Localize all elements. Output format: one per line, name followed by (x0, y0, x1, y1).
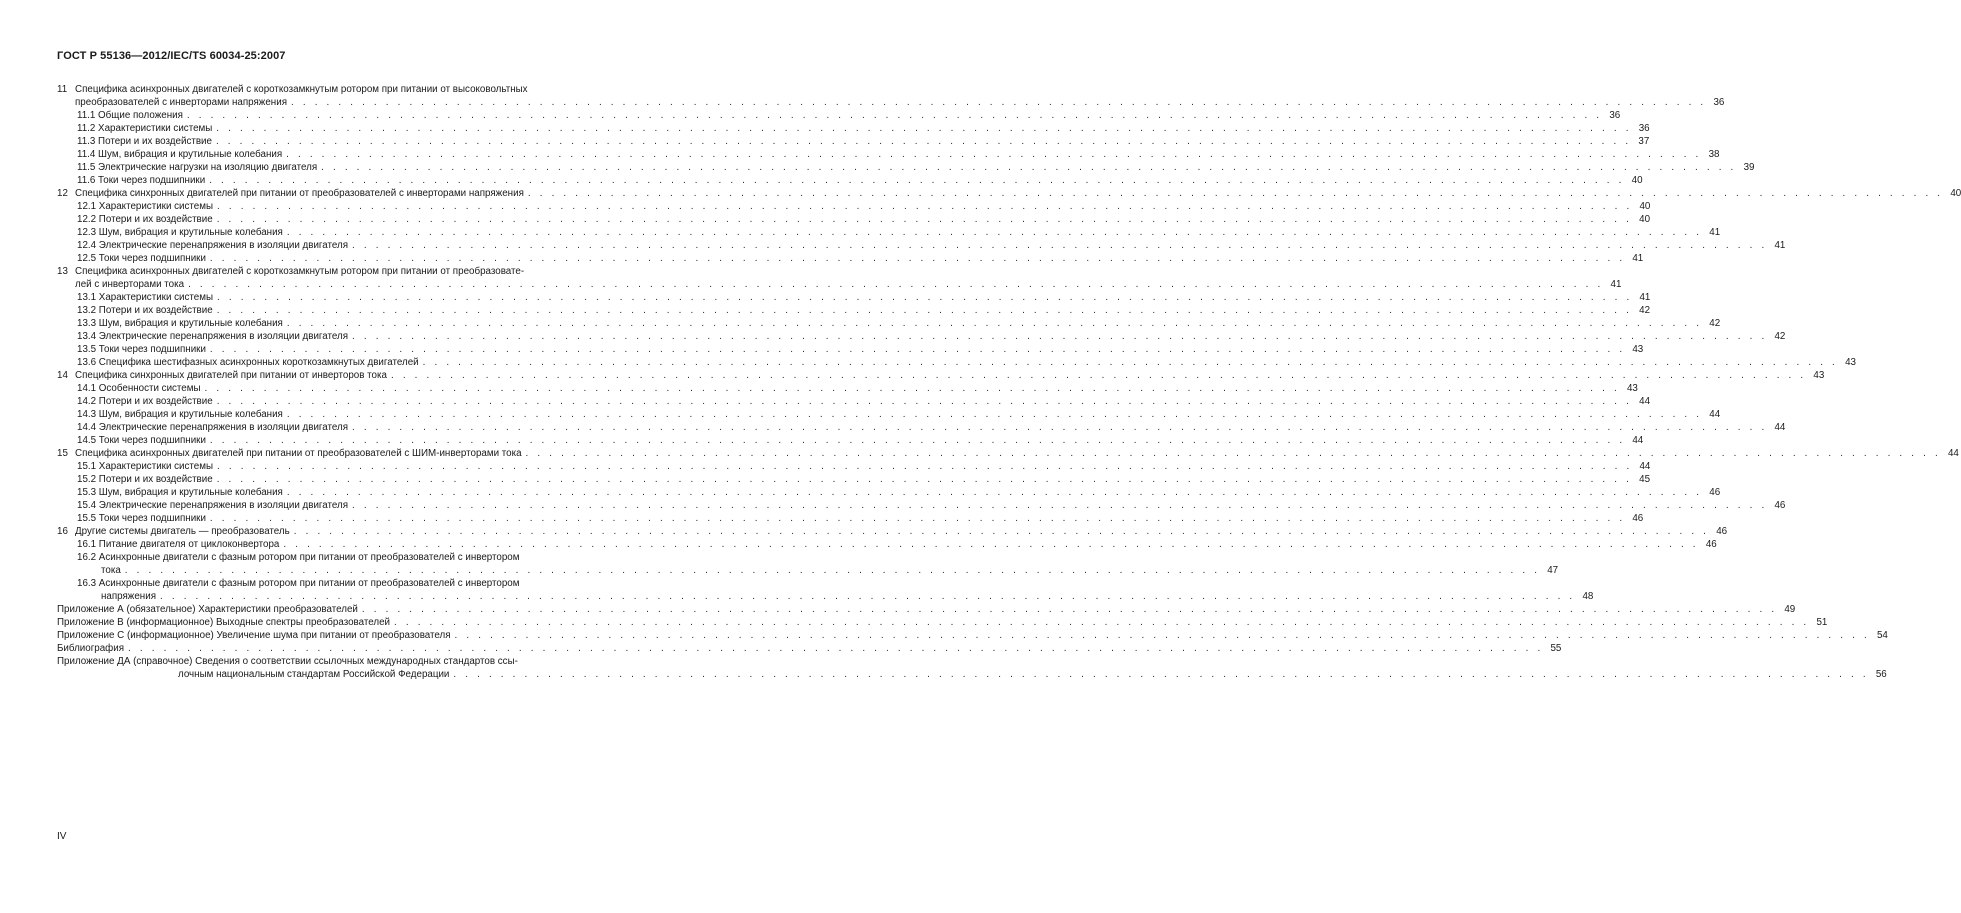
toc-entry[interactable] (57, 239, 1786, 252)
toc-entry-page: 42 (1709, 318, 1721, 329)
toc-entry[interactable] (57, 291, 1651, 304)
toc-entry-title: 16.1 Питание двигателя от циклоконвертора (77, 539, 280, 550)
toc-entry-title: 12.5 Токи через подшипники (77, 253, 206, 264)
toc-entry[interactable] (57, 122, 1650, 135)
toc-entry-title: лочным национальным стандартам Российской Федерации (178, 669, 450, 680)
toc-entry-page: 46 (1716, 526, 1728, 537)
toc-dot-leader: . . . . . . . . . . . . . . . . . . . . . . . . . . . . . . . . . . . . . . . . . . . . . . . . . . . . . . . . . . . . . . . . . . . . . . . . . . . . . . . . . . . . . . . . . . . . . . . . . . . . . . . . . . . . . . . . . . . . . . . . (390, 370, 1807, 381)
toc-entry[interactable] (57, 408, 1721, 421)
toc-entry[interactable] (57, 330, 1786, 343)
toc-entry-page: 48 (1582, 591, 1594, 602)
toc-entry-page: 39 (1743, 162, 1755, 173)
toc-entry-page: 42 (1639, 305, 1651, 316)
toc-entry[interactable] (57, 83, 595, 96)
toc-entry-title: 15.1 Характеристики системы (77, 461, 214, 472)
toc-entry-page: 46 (1632, 513, 1644, 524)
toc-dot-leader: . . . . . . . . . . . . . . . . . . . . . . . . . . . . . . . . . . . . . . . . . . . . . . . . . . . . . . . . . . . . . . . . . . . . . . . . . . . . . . . . . . . . . . . . . . . . . . . . . . . . . . . . . . . . . . . . . . . . . . . . (124, 565, 1541, 576)
toc-dot-leader: . . . . . . . . . . . . . . . . . . . . . . . . . . . . . . . . . . . . . . . . . . . . . . . . . . . . . . . . . . . . . . . . . . . . . . . . . . . . . . . . . . . . . . . . . . . . . . . . . . . . . . . . . . . . . . . . . . . . . . . . (321, 162, 1737, 173)
toc-entry-title: 12.2 Потери и их воздействие (77, 214, 213, 225)
toc-entry[interactable] (57, 590, 1594, 603)
toc-entry-page: 36 (1638, 123, 1650, 134)
toc-entry[interactable] (57, 226, 1721, 239)
toc-entry-title: 13.3 Шум, вибрация и крутильные колебания (77, 318, 283, 329)
toc-dot-leader: . . . . . . . . . . . . . . . . . . . . . . . . . . . . . . . . . . . . . . . . . . . . . . . . . . . . . . . . . . . . . . . . . . . . . . . . . . . . . . . . . . . . . . . . . . . . . . . . . . . . . . . . . . . . . . . . . . . . . . . . (209, 175, 1625, 186)
toc-entry-page: 40 (1631, 175, 1643, 186)
toc-entry[interactable] (57, 356, 1856, 369)
toc-entry-number: 15 (57, 448, 68, 459)
toc-entry-page: 55 (1550, 643, 1562, 654)
toc-entry-title: тока (101, 565, 121, 576)
toc-entry-page: 46 (1774, 500, 1786, 511)
toc-entry-page: 54 (1876, 630, 1888, 641)
toc-entry[interactable] (57, 499, 1786, 512)
toc-dot-leader: . . . . . . . . . . . . . . . . . . . . . . . . . . . . . . . . . . . . . . . . . . . . . . . . . . . . . . . . . . . . . . . . . . . . . . . . . . . . . . . . . . . . . . . . . . . . . . . . . . . . . . . . . . . . . . . . . . . . . . . . (525, 448, 1941, 459)
document-header: ГОСТ Р 55136—2012/IEC/TS 60034-25:2007 (57, 50, 286, 62)
toc-entry-page: 40 (1950, 188, 1961, 199)
toc-dot-leader: . . . . . . . . . . . . . . . . . . . . . . . . . . . . . . . . . . . . . . . . . . . . . . . . . . . . . . . . . . . . . . . . . . . . . . . . . . . . . . . . . . . . . . . . . . . . . . . . . . . . . . . . . . . . . . . . . . . . . . . . (128, 643, 1544, 654)
toc-entry[interactable] (57, 460, 1651, 473)
toc-entry-page: 46 (1705, 539, 1717, 550)
toc-entry[interactable] (57, 538, 1717, 551)
toc-entry-page: 41 (1632, 253, 1644, 264)
toc-entry[interactable] (57, 317, 1721, 330)
toc-entry-title: 11.3 Потери и их воздействие (77, 136, 212, 147)
toc-entry-title: 14.3 Шум, вибрация и крутильные колебания (77, 409, 283, 420)
toc-entry-title: Спецификa синхронных двигателей при питании от преобразователей с инверторами напряжения (75, 188, 524, 199)
toc-entry-title: 15.3 Шум, вибрация и крутильные колебания (77, 487, 283, 498)
toc-entry-title: 15.4 Электрические перенапряжения в изоляции двигателя (77, 500, 349, 511)
toc-entry[interactable] (57, 343, 1644, 356)
toc-dot-leader: . . . . . . . . . . . . . . . . . . . . . . . . . . . . . . . . . . . . . . . . . . . . . . . . . . . . . . . . . . . . . . . . . . . . . . . . . . . . . . . . . . . . . . . . . . . . . . . . . . . . . . . . . . . . . . . . . . . . . . . . (286, 318, 1703, 329)
toc-entry-title: 11.1 Общие положения (77, 110, 183, 121)
toc-entry-page: 37 (1638, 136, 1650, 147)
toc-entry[interactable] (57, 616, 1828, 629)
toc-entry-title: 14.4 Электрические перенапряжения в изоляции двигателя (77, 422, 349, 433)
toc-entry-page: 46 (1709, 487, 1721, 498)
toc-entry-page: 36 (1609, 110, 1621, 121)
toc-dot-leader: . . . . . . . . . . . . . . . . . . . . . . . . . . . . . . . . . . . . . . . . . . . . . . . . . . . . . . . . . . . . . . . . . . . . . . . . . . . . . . . . . . . . . . . . . . . . . . . . . . . . . . . . . . . . . . . . . . . . . . . . (527, 188, 1944, 199)
toc-entry-page: 40 (1639, 201, 1651, 212)
toc-entry-number: 11 (57, 84, 68, 95)
toc-entry-number: 16 (57, 526, 68, 537)
toc-entry-title: 11.6 Токи через подшипники (77, 175, 206, 186)
toc-entry-page: 44 (1639, 461, 1651, 472)
toc-entry[interactable] (57, 187, 1961, 200)
toc-entry[interactable] (57, 434, 1644, 447)
toc-entry[interactable] (57, 369, 1825, 382)
toc-entry-page: 44 (1632, 435, 1644, 446)
toc-entry-title: 11.5 Электрические нагрузки на изоляцию двигателя (77, 162, 318, 173)
toc-entry-page: 41 (1639, 292, 1651, 303)
toc-entry-page: 38 (1708, 149, 1720, 160)
toc-entry-page: 44 (1639, 396, 1651, 407)
toc-dot-leader: . . . . . . . . . . . . . . . . . . . . . . . . . . . . . . . . . . . . . . . . . . . . . . . . . . . . . . . . . . . . . . . . . . . . . . . . . . . . . . . . . . . . . . . . . . . . . . . . . . . . . . . . . . . . . . . . . . . . . . . . (215, 136, 1632, 147)
toc-dot-leader: . . . . . . . . . . . . . . . . . . . . . . . . . . . . . . . . . . . . . . . . . . . . . . . . . . . . . . . . . . . . . . . . . . . . . . . . . . . . . . . . . . . . . . . . . . . . . . . . . . . . . . . . . . . . . . . . . . . . . . . . (283, 539, 1699, 550)
toc-entry-title: 13.5 Токи через подшипники (77, 344, 206, 355)
toc-entry[interactable] (57, 642, 1562, 655)
toc-entry-page: 56 (1875, 669, 1887, 680)
toc-dot-leader: . . . . . . . . . . . . . . . . . . . . . . . . . . . . . . . . . . . . . . . . . . . . . . . . . . . . . . . . . . . . . . . . . . . . . . . . . . . . . . . . . . . . . . . . . . . . . . . . . . . . . . . . . . . . . . . . . . . . . . . . (291, 97, 1707, 108)
toc-entry[interactable] (57, 551, 595, 564)
toc-entry-title: 13.1 Характеристики системы (77, 292, 214, 303)
toc-entry-title: 16.2 Асинхронные двигатели с фазным ротором при питании от преобразователей с инвертором (77, 552, 520, 563)
toc-entry-title: 14.2 Потери и их воздействие (77, 396, 213, 407)
toc-entry-title: 13.2 Потери и их воздействие (77, 305, 213, 316)
toc-entry[interactable] (57, 512, 1644, 525)
toc-entry-page: 43 (1632, 344, 1644, 355)
table-of-contents (57, 83, 1961, 681)
toc-entry[interactable] (57, 135, 1650, 148)
toc-dot-leader: . . . . . . . . . . . . . . . . . . . . . . . . . . . . . . . . . . . . . . . . . . . . . . . . . . . . . . . . . . . . . . . . . . . . . . . . . . . . . . . . . . . . . . . . . . . . . . . . . . . . . . . . . . . . . . . . . . . . . . . . (186, 110, 1603, 121)
toc-dot-leader: . . . . . . . . . . . . . . . . . . . . . . . . . . . . . . . . . . . . . . . . . . . . . . . . . . . . . . . . . . . . . . . . . . . . . . . . . . . . . . . . . . . . . . . . . . . . . . . . . . . . . . . . . . . . . . . . . . . . . . . . (454, 630, 1870, 641)
toc-entry-page: 43 (1626, 383, 1638, 394)
toc-dot-leader: . . . . . . . . . . . . . . . . . . . . . . . . . . . . . . . . . . . . . . . . . . . . . . . . . . . . . . . . . . . . . . . . . . . . . . . . . . . . . . . . . . . . . . . . . . . . . . . . . . . . . . . . . . . . . . . . . . . . . . . . (352, 331, 1768, 342)
toc-entry[interactable] (57, 564, 1559, 577)
toc-entry-page: 45 (1639, 474, 1651, 485)
toc-entry[interactable] (57, 161, 1755, 174)
toc-entry[interactable] (57, 486, 1721, 499)
toc-entry[interactable] (57, 655, 595, 668)
toc-entry[interactable] (57, 265, 595, 278)
toc-dot-leader: . . . . . . . . . . . . . . . . . . . . . . . . . . . . . . . . . . . . . . . . . . . . . . . . . . . . . . . . . . . . . . . . . . . . . . . . . . . . . . . . . . . . . . . . . . . . . . . . . . . . . . . . . . . . . . . . . . . . . . . . (216, 474, 1633, 485)
toc-entry-page: 51 (1816, 617, 1828, 628)
toc-entry-title: лей с инверторами тока (75, 279, 185, 290)
toc-entry[interactable] (57, 109, 1621, 122)
toc-entry[interactable] (57, 629, 1888, 642)
toc-entry[interactable] (57, 96, 1725, 109)
toc-entry-title: Приложение С (информационное) Увеличение шума при питании от преобразователя (57, 630, 451, 641)
toc-entry-title: 12.3 Шум, вибрация и крутильные колебания (77, 227, 283, 238)
toc-dot-leader: . . . . . . . . . . . . . . . . . . . . . . . . . . . . . . . . . . . . . . . . . . . . . . . . . . . . . . . . . . . . . . . . . . . . . . . . . . . . . . . . . . . . . . . . . . . . . . . . . . . . . . . . . . . . . . . . . . . . . . . . (293, 526, 1710, 537)
toc-entry-title: 11.4 Шум, вибрация и крутильные колебания (77, 149, 283, 160)
toc-dot-leader: . . . . . . . . . . . . . . . . . . . . . . . . . . . . . . . . . . . . . . . . . . . . . . . . . . . . . . . . . . . . . . . . . . . . . . . . . . . . . . . . . . . . . . . . . . . . . . . . . . . . . . . . . . . . . . . . . . . . . . . . (209, 253, 1626, 264)
toc-dot-leader: . . . . . . . . . . . . . . . . . . . . . . . . . . . . . . . . . . . . . . . . . . . . . . . . . . . . . . . . . . . . . . . . . . . . . . . . . . . . . . . . . . . . . . . . . . . . . . . . . . . . . . . . . . . . . . . . . . . . . . . . (286, 409, 1703, 420)
toc-entry-page: 41 (1610, 279, 1622, 290)
toc-entry-number: 14 (57, 370, 68, 381)
toc-entry[interactable] (57, 252, 1644, 265)
toc-entry-page: 43 (1813, 370, 1825, 381)
toc-entry-page: 40 (1639, 214, 1651, 225)
toc-entry-title: 14.1 Особенности системы (77, 383, 201, 394)
toc-entry-title: Спецификa асинхронных двигателей с короткозамкнутым ротором при питании от преобразовате- (75, 266, 525, 277)
toc-entry-title: 13.6 Спецификa шестифазных асинхронных короткозамкнутых двигателей (77, 357, 419, 368)
toc-entry[interactable] (57, 382, 1638, 395)
toc-entry-title: Спецификa асинхронных двигателей при питании от преобразователей с ШИМ-инверторами тока (75, 448, 522, 459)
toc-dot-leader: . . . . . . . . . . . . . . . . . . . . . . . . . . . . . . . . . . . . . . . . . . . . . . . . . . . . . . . . . . . . . . . . . . . . . . . . . . . . . . . . . . . . . . . . . . . . . . . . . . . . . . . . . . . . . . . . . . . . . . . . (352, 500, 1768, 511)
toc-entry-page: 44 (1947, 448, 1959, 459)
toc-entry-page: 41 (1774, 240, 1786, 251)
toc-dot-leader: . . . . . . . . . . . . . . . . . . . . . . . . . . . . . . . . . . . . . . . . . . . . . . . . . . . . . . . . . . . . . . . . . . . . . . . . . . . . . . . . . . . . . . . . . . . . . . . . . . . . . . . . . . . . . . . . . . . . . . . . (209, 344, 1626, 355)
toc-entry[interactable] (57, 278, 1622, 291)
toc-entry[interactable] (57, 577, 595, 590)
toc-dot-leader: . . . . . . . . . . . . . . . . . . . . . . . . . . . . . . . . . . . . . . . . . . . . . . . . . . . . . . . . . . . . . . . . . . . . . . . . . . . . . . . . . . . . . . . . . . . . . . . . . . . . . . . . . . . . . . . . . . . . . . . . (209, 513, 1626, 524)
toc-entry-title: Спецификa асинхронных двигателей с короткозамкнутым ротором при питании от высоковольтных (75, 84, 528, 95)
toc-dot-leader: . . . . . . . . . . . . . . . . . . . . . . . . . . . . . . . . . . . . . . . . . . . . . . . . . . . . . . . . . . . . . . . . . . . . . . . . . . . . . . . . . . . . . . . . . . . . . . . . . . . . . . . . . . . . . . . . . . . . . . . . (394, 617, 1810, 628)
toc-dot-leader: . . . . . . . . . . . . . . . . . . . . . . . . . . . . . . . . . . . . . . . . . . . . . . . . . . . . . . . . . . . . . . . . . . . . . . . . . . . . . . . . . . . . . . . . . . . . . . . . . . . . . . . . . . . . . . . . . . . . . . . . (286, 149, 1702, 160)
toc-entry-title: 16.3 Асинхронные двигатели с фазным ротором при питании от преобразователей с инвертором (77, 578, 520, 589)
toc-dot-leader: . . . . . . . . . . . . . . . . . . . . . . . . . . . . . . . . . . . . . . . . . . . . . . . . . . . . . . . . . . . . . . . . . . . . . . . . . . . . . . . . . . . . . . . . . . . . . . . . . . . . . . . . . . . . . . . . . . . . . . . . (216, 123, 1632, 134)
toc-entry[interactable] (57, 421, 1786, 434)
toc-dot-leader: . . . . . . . . . . . . . . . . . . . . . . . . . . . . . . . . . . . . . . . . . . . . . . . . . . . . . . . . . . . . . . . . . . . . . . . . . . . . . . . . . . . . . . . . . . . . . . . . . . . . . . . . . . . . . . . . . . . . . . . . (361, 604, 1778, 615)
toc-dot-leader: . . . . . . . . . . . . . . . . . . . . . . . . . . . . . . . . . . . . . . . . . . . . . . . . . . . . . . . . . . . . . . . . . . . . . . . . . . . . . . . . . . . . . . . . . . . . . . . . . . . . . . . . . . . . . . . . . . . . . . . . (204, 383, 1620, 394)
toc-entry-title: 15.2 Потери и их воздействие (77, 474, 213, 485)
toc-dot-leader: . . . . . . . . . . . . . . . . . . . . . . . . . . . . . . . . . . . . . . . . . . . . . . . . . . . . . . . . . . . . . . . . . . . . . . . . . . . . . . . . . . . . . . . . . . . . . . . . . . . . . . . . . . . . . . . . . . . . . . . . (188, 279, 1604, 290)
toc-entry-title: 15.5 Токи через подшипники (77, 513, 206, 524)
toc-entry-title: Другие системы двигатель — преобразователь (75, 526, 290, 537)
toc-entry-page: 44 (1774, 422, 1786, 433)
toc-dot-leader: . . . . . . . . . . . . . . . . . . . . . . . . . . . . . . . . . . . . . . . . . . . . . . . . . . . . . . . . . . . . . . . . . . . . . . . . . . . . . . . . . . . . . . . . . . . . . . . . . . . . . . . . . . . . . . . . . . . . . . . . (286, 487, 1703, 498)
toc-entry-page: 44 (1709, 409, 1721, 420)
toc-entry-title: Спецификa синхронных двигателей при питании от инверторов тока (75, 370, 387, 381)
page-number: IV (57, 831, 67, 842)
toc-dot-leader: . . . . . . . . . . . . . . . . . . . . . . . . . . . . . . . . . . . . . . . . . . . . . . . . . . . . . . . . . . . . . . . . . . . . . . . . . . . . . . . . . . . . . . . . . . . . . . . . . . . . . . . . . . . . . . . . . . . . . . . . (422, 357, 1838, 368)
toc-entry-page: 49 (1784, 604, 1796, 615)
toc-entry[interactable] (57, 148, 1720, 161)
toc-dot-leader: . . . . . . . . . . . . . . . . . . . . . . . . . . . . . . . . . . . . . . . . . . . . . . . . . . . . . . . . . . . . . . . . . . . . . . . . . . . . . . . . . . . . . . . . . . . . . . . . . . . . . . . . . . . . . . . . . . . . . . . . (217, 292, 1633, 303)
toc-entry[interactable] (57, 603, 1796, 616)
toc-entry-page: 41 (1709, 227, 1721, 238)
toc-entry-title: 12.1 Характеристики системы (77, 201, 214, 212)
toc-entry-title: Приложение А (обязательное) Характеристики преобразователей (57, 604, 358, 615)
toc-entry-title: напряжения (101, 591, 156, 602)
toc-dot-leader: . . . . . . . . . . . . . . . . . . . . . . . . . . . . . . . . . . . . . . . . . . . . . . . . . . . . . . . . . . . . . . . . . . . . . . . . . . . . . . . . . . . . . . . . . . . . . . . . . . . . . . . . . . . . . . . . . . . . . . . . (217, 461, 1633, 472)
toc-entry[interactable] (57, 525, 1728, 538)
toc-dot-leader: . . . . . . . . . . . . . . . . . . . . . . . . . . . . . . . . . . . . . . . . . . . . . . . . . . . . . . . . . . . . . . . . . . . . . . . . . . . . . . . . . . . . . . . . . . . . . . . . . . . . . . . . . . . . . . . . . . . . . . . . (286, 227, 1703, 238)
toc-entry-title: Библиография (57, 643, 125, 654)
toc-dot-leader: . . . . . . . . . . . . . . . . . . . . . . . . . . . . . . . . . . . . . . . . . . . . . . . . . . . . . . . . . . . . . . . . . . . . . . . . . . . . . . . . . . . . . . . . . . . . . . . . . . . . . . . . . . . . . . . . . . . . . . . . (209, 435, 1626, 446)
toc-dot-leader: . . . . . . . . . . . . . . . . . . . . . . . . . . . . . . . . . . . . . . . . . . . . . . . . . . . . . . . . . . . . . . . . . . . . . . . . . . . . . . . . . . . . . . . . . . . . . . . . . . . . . . . . . . . . . . . . . . . . . . . . (160, 591, 1576, 602)
toc-entry[interactable] (57, 447, 1959, 460)
toc-dot-leader: . . . . . . . . . . . . . . . . . . . . . . . . . . . . . . . . . . . . . . . . . . . . . . . . . . . . . . . . . . . . . . . . . . . . . . . . . . . . . . . . . . . . . . . . . . . . . . . . . . . . . . . . . . . . . . . . . . . . . . . . (217, 201, 1633, 212)
toc-entry[interactable] (57, 668, 1887, 681)
toc-dot-leader: . . . . . . . . . . . . . . . . . . . . . . . . . . . . . . . . . . . . . . . . . . . . . . . . . . . . . . . . . . . . . . . . . . . . . . . . . . . . . . . . . . . . . . . . . . . . . . . . . . . . . . . . . . . . . . . . . . . . . . . . (216, 305, 1633, 316)
toc-entry-title: 13.4 Электрические перенапряжения в изоляции двигателя (77, 331, 349, 342)
toc-entry[interactable] (57, 200, 1651, 213)
toc-entry-page: 47 (1547, 565, 1559, 576)
toc-entry[interactable] (57, 174, 1643, 187)
toc-entry-page: 42 (1774, 331, 1786, 342)
toc-dot-leader: . . . . . . . . . . . . . . . . . . . . . . . . . . . . . . . . . . . . . . . . . . . . . . . . . . . . . . . . . . . . . . . . . . . . . . . . . . . . . . . . . . . . . . . . . . . . . . . . . . . . . . . . . . . . . . . . . . . . . . . . (352, 240, 1768, 251)
toc-dot-leader: . . . . . . . . . . . . . . . . . . . . . . . . . . . . . . . . . . . . . . . . . . . . . . . . . . . . . . . . . . . . . . . . . . . . . . . . . . . . . . . . . . . . . . . . . . . . . . . . . . . . . . . . . . . . . . . . . . . . . . . . (216, 214, 1633, 225)
toc-entry[interactable] (57, 213, 1651, 226)
toc-dot-leader: . . . . . . . . . . . . . . . . . . . . . . . . . . . . . . . . . . . . . . . . . . . . . . . . . . . . . . . . . . . . . . . . . . . . . . . . . . . . . . . . . . . . . . . . . . . . . . . . . . . . . . . . . . . . . . . . . . . . . . . . (216, 396, 1633, 407)
toc-entry-page: 36 (1713, 97, 1725, 108)
toc-entry[interactable] (57, 304, 1651, 317)
toc-entry-title: 11.2 Характеристики системы (77, 123, 213, 134)
toc-entry-number: 12 (57, 188, 68, 199)
toc-entry-title: преобразователей с инверторами напряжения (75, 97, 287, 108)
toc-entry-title: 14.5 Токи через подшипники (77, 435, 206, 446)
toc-entry[interactable] (57, 395, 1651, 408)
toc-entry-title: 12.4 Электрические перенапряжения в изоляции двигателя (77, 240, 349, 251)
toc-entry-page: 43 (1845, 357, 1856, 368)
toc-dot-leader: . . . . . . . . . . . . . . . . . . . . . . . . . . . . . . . . . . . . . . . . . . . . . . . . . . . . . . . . . . . . . . . . . . . . . . . . . . . . . . . . . . . . . . . . . . . . . . . . . . . . . . . . . . . . . . . . . . . . . . . . (352, 422, 1768, 433)
toc-entry-title: Приложение В (информационное) Выходные спектры преобразователей (57, 617, 390, 628)
toc-entry[interactable] (57, 473, 1651, 486)
toc-dot-leader: . . . . . . . . . . . . . . . . . . . . . . . . . . . . . . . . . . . . . . . . . . . . . . . . . . . . . . . . . . . . . . . . . . . . . . . . . . . . . . . . . . . . . . . . . . . . . . . . . . . . . . . . . . . . . . . . . . . . . . . . (453, 669, 1869, 680)
toc-entry-title: Приложение ДА (справочное) Сведения о соответствии ссылочных международных стандартов ссы- (57, 656, 518, 667)
toc-entry-number: 13 (57, 266, 68, 277)
